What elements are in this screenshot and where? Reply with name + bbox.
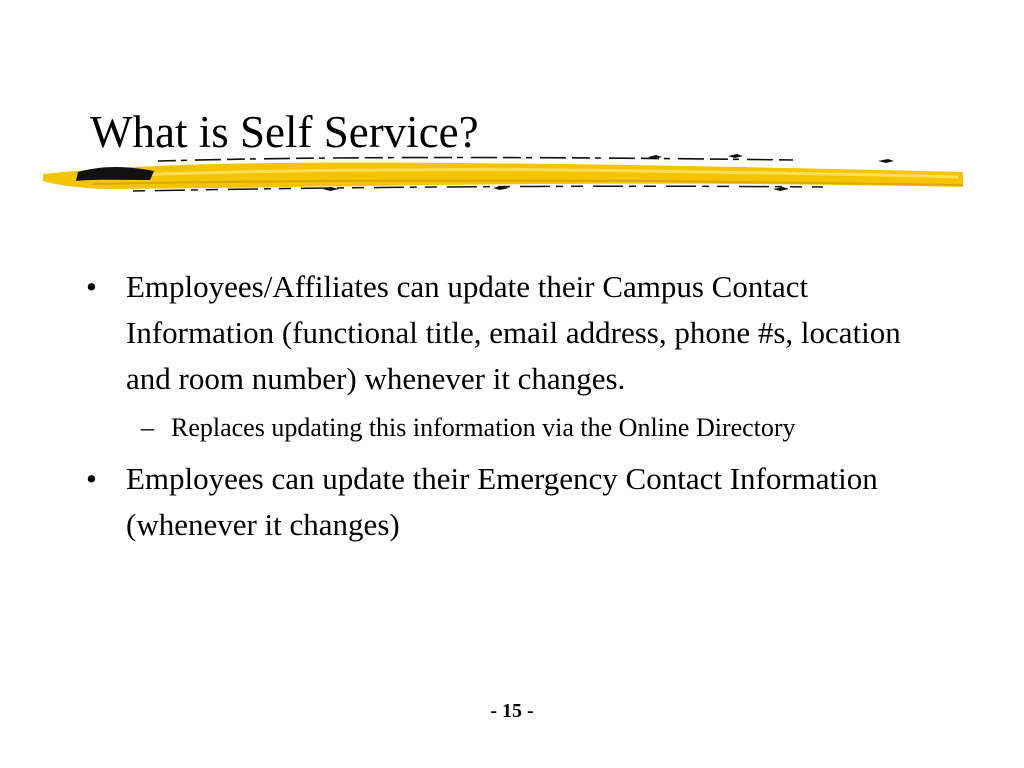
bullet-dot-icon: •	[86, 269, 97, 304]
brush-stroke-top-edge	[158, 158, 793, 162]
dash-icon: –	[141, 413, 154, 442]
slide-title: What is Self Service?	[90, 107, 479, 157]
page-number: - 15 -	[490, 700, 534, 722]
bullet-item	[86, 456, 916, 548]
sub-bullet-text: Replaces updating this information via the Online Directory	[171, 413, 796, 442]
brush-stroke-main	[43, 163, 963, 189]
sub-bullet-item	[86, 408, 916, 448]
bullet-text: Employees/Affiliates can update their Campus Contact Information (functional title, email address, phone #s, location and room number) whenever it changes.	[126, 269, 901, 396]
slide-content	[86, 264, 916, 554]
bullet-text: Employees can update their Emergency Contact Information (whenever it changes)	[126, 461, 878, 542]
brush-stroke-dark-end	[76, 167, 154, 181]
yellow-brush-stroke-icon	[38, 150, 968, 195]
bullet-item	[86, 264, 916, 402]
bullet-dot-icon: •	[86, 461, 97, 496]
